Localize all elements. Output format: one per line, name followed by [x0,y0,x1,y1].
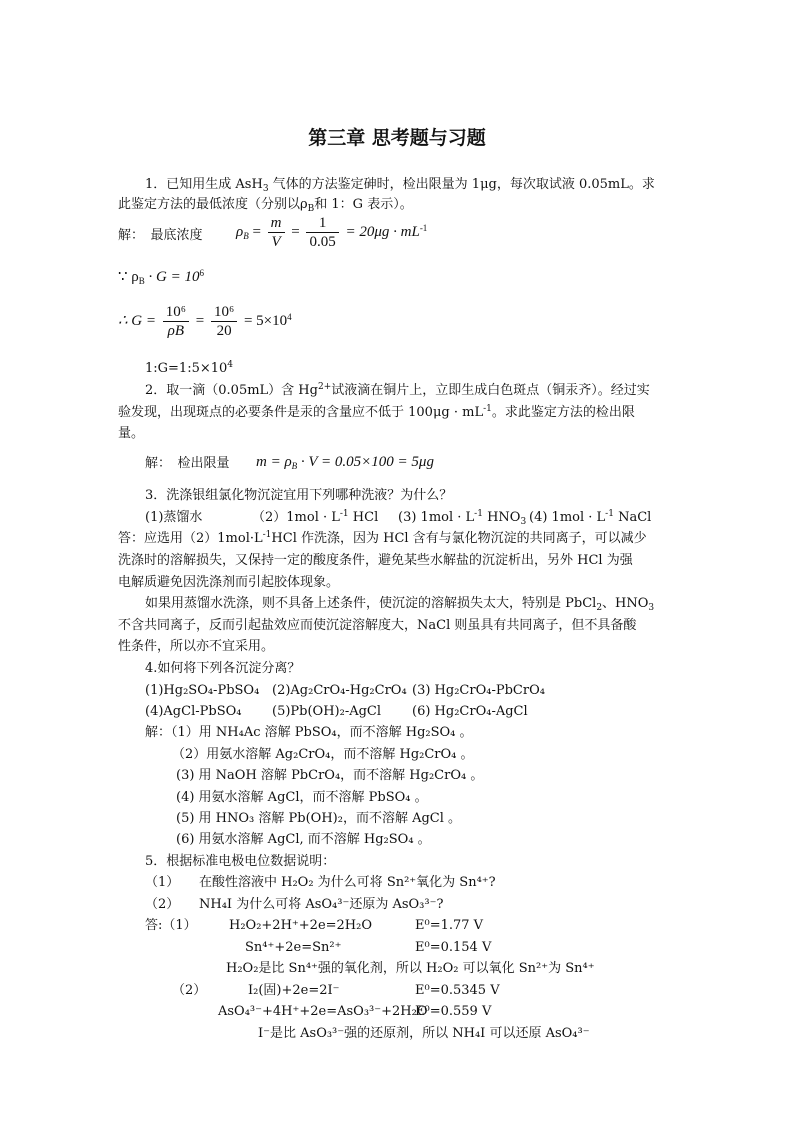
q3-question: 3．洗涤银组氯化物沉淀宜用下列哪种洗液？为什么？ [145,488,453,503]
q5-potential-3: E⁰=0.5345 V [415,983,500,998]
q5-reaction-4: AsO₄³⁻+4H⁺+2e=AsO₃³⁻+2H₂O [218,1004,428,1019]
q3-answer-line4: 如果用蒸馏水洗涤，则不具备上述条件，使沉淀的溶解损失太大，特别是 PbCl$_2$、$HNO_3$ [145,596,655,613]
q1-line2: 此鉴定方法的最低浓度（分别以$\rho_B$和 1：G 表示）。 [118,197,413,214]
q5-reaction-2: Sn⁴⁺+2e=Sn²⁺ [245,940,342,955]
q5-conclusion-2: I⁻是比 AsO₃³⁻强的还原剂，所以 NH₄I 可以还原 AsO₄³⁻ [258,1026,590,1041]
page-title: 第三章 思考题与习题 [308,127,486,149]
q4-answer: (5) 用 HNO₃ 溶解 Pb(OH)₂，而不溶解 AgCl 。 [176,811,462,826]
q3-answer-line1: 答：应选用$(2)1mol\cdot L^{-1}HCl$ 作洗涤，因为 HCl 含有与氯化物沉淀的共同离子，可以减少 [118,530,647,546]
q4-item: (6) Hg₂CrO₄-AgCl [412,704,528,719]
q5-sub1: 在酸性溶液中 H₂O₂ 为什么可将 Sn²⁺氧化为 Sn⁴⁺? [199,875,496,890]
q5-reaction-3: I₂(固)+2e=2I⁻ [248,983,340,998]
q5-potential-2: E⁰=0.154 V [415,940,492,955]
q4-item: (1)Hg₂SO₄-PbSO₄ [145,683,260,698]
q4-item: (2)Ag₂CrO₄-Hg₂CrO₄ [272,683,407,698]
q2-line3: 量。 [118,426,145,441]
q1-ratio: $1:G=1:5\times 10^4$ [145,360,234,376]
q4-answer: (3) 用 NaOH 溶解 PbCrO₄，而不溶解 Hg₂CrO₄ 。 [176,768,484,783]
q4-question: 4.如何将下列各沉淀分离？ [145,661,301,676]
q3-answer-line6: 性条件，所以亦不宜采用。 [118,639,275,654]
q1-equation-2: ∵ $\rho_B \cdot G = 10^6$ [118,268,205,286]
q3-option-3: (3) $1mol \cdot L^{-1}$ $HNO_3$ [398,509,527,527]
q5-potential-4: E⁰=0.559 V [415,1004,492,1019]
q1-equation-1: $\rho_B$ = $\frac{m}{V}$ = $\frac{1}{0.05}$ = $20\mu g \cdot mL^{-1}$ [236,215,428,250]
q5-question: 5．根据标准电极电位数据说明： [145,854,336,869]
q3-option-2: $(2)1mol \cdot L^{-1}$ HCl [252,509,379,525]
q5-answer2-label: （2） [172,983,207,998]
q4-item: (3) Hg₂CrO₄-PbCrO₄ [412,683,545,698]
q2-equation: $m = \rho_B \cdot V = 0.05\times 100 = 5\mu g$ [256,454,434,471]
q2-line1: 2．取一滴（0.05mL）含 $Hg^{2+}$试液滴在铜片上，立即生成白色斑点（铜汞齐）。经过实 [145,382,650,398]
q5-sub2-number: （2） [145,897,180,912]
q4-answer: （2）用氨水溶解 Ag₂CrO₄，而不溶解 Hg₂CrO₄ 。 [172,747,474,762]
q3-option-4: (4) $1mol \cdot L^{-1}$ NaCl [529,509,652,525]
fraction-10e6-over-20: $\frac{\text{10⁶}}{20}$ [211,303,237,340]
fraction-m-over-v: $\frac{m}{V}$ [268,214,285,251]
q4-answer: (4) 用氨水溶解 AgCl，而不溶解 PbSO₄ 。 [176,790,428,805]
q5-sub2: NH₄I 为什么可将 AsO₄³⁻还原为 AsO₃³⁻? [199,897,444,912]
q4-item: (5)Pb(OH)₂-AgCl [272,704,382,719]
q3-answer-line3: 电解质避免因洗涤剂而引起胶体现象。 [118,575,340,590]
q5-reaction-1: H₂O₂+2H⁺+2e=2H₂O [229,918,373,933]
q3-answer-line2: 洗涤时的溶解损失，又保持一定的酸度条件，避免某些水解盐的沉淀析出，另外 HCl 为强 [118,553,633,568]
fraction-10e6-over-rho: $\frac{\text{10⁶}}{\rho B}$ [163,303,189,340]
q1-equation-3: ∴ G = $\frac{\text{10⁶}}{\rho B}$ = $\frac{\text{10⁶}}{20}$ = $5\times 10^4$ [118,304,292,339]
q5-potential-1: E⁰=1.77 V [415,918,484,933]
q2-line2: 验发现，出现斑点的必要条件是汞的含量应不低于 $100\mu g \cdot mL^{-1}$。求此鉴定方法的检出限 [118,404,635,420]
q4-answer: (6) 用氨水溶解 AgCl, 而不溶解 Hg₂SO₄ 。 [176,832,431,847]
q5-sub1-number: （1） [145,875,180,890]
q1-line1: 1．已知用生成 AsH$_3$ 气体的方法鉴定砷时，检出限量为 1μg，每次取试液 0.05mL。求 [145,177,655,194]
fraction-1-over-005: $\frac{1}{0.05}$ [306,214,338,251]
q3-answer-line5: 不含共同离子，反而引起盐效应而使沉淀溶解度大，NaCl 则虽具有共同离子，但不具备酸 [118,618,637,633]
q3-option-1: (1)蒸馏水 [145,510,203,525]
q5-answer-label: 答:（1） [145,918,197,933]
q5-conclusion-1: H₂O₂是比 Sn⁴⁺强的氧化剂，所以 H₂O₂ 可以氧化 Sn²⁺为 Sn⁴⁺ [226,961,595,976]
q2-answer-label: 解： 检出限量 [145,456,230,471]
q4-answer: 解：（1）用 NH₄Ac 溶解 PbSO₄，而不溶解 Hg₂SO₄ 。 [145,725,473,740]
q4-item: (4)AgCl-PbSO₄ [145,704,242,719]
q1-answer-label: 解： 最底浓度 [118,228,203,243]
